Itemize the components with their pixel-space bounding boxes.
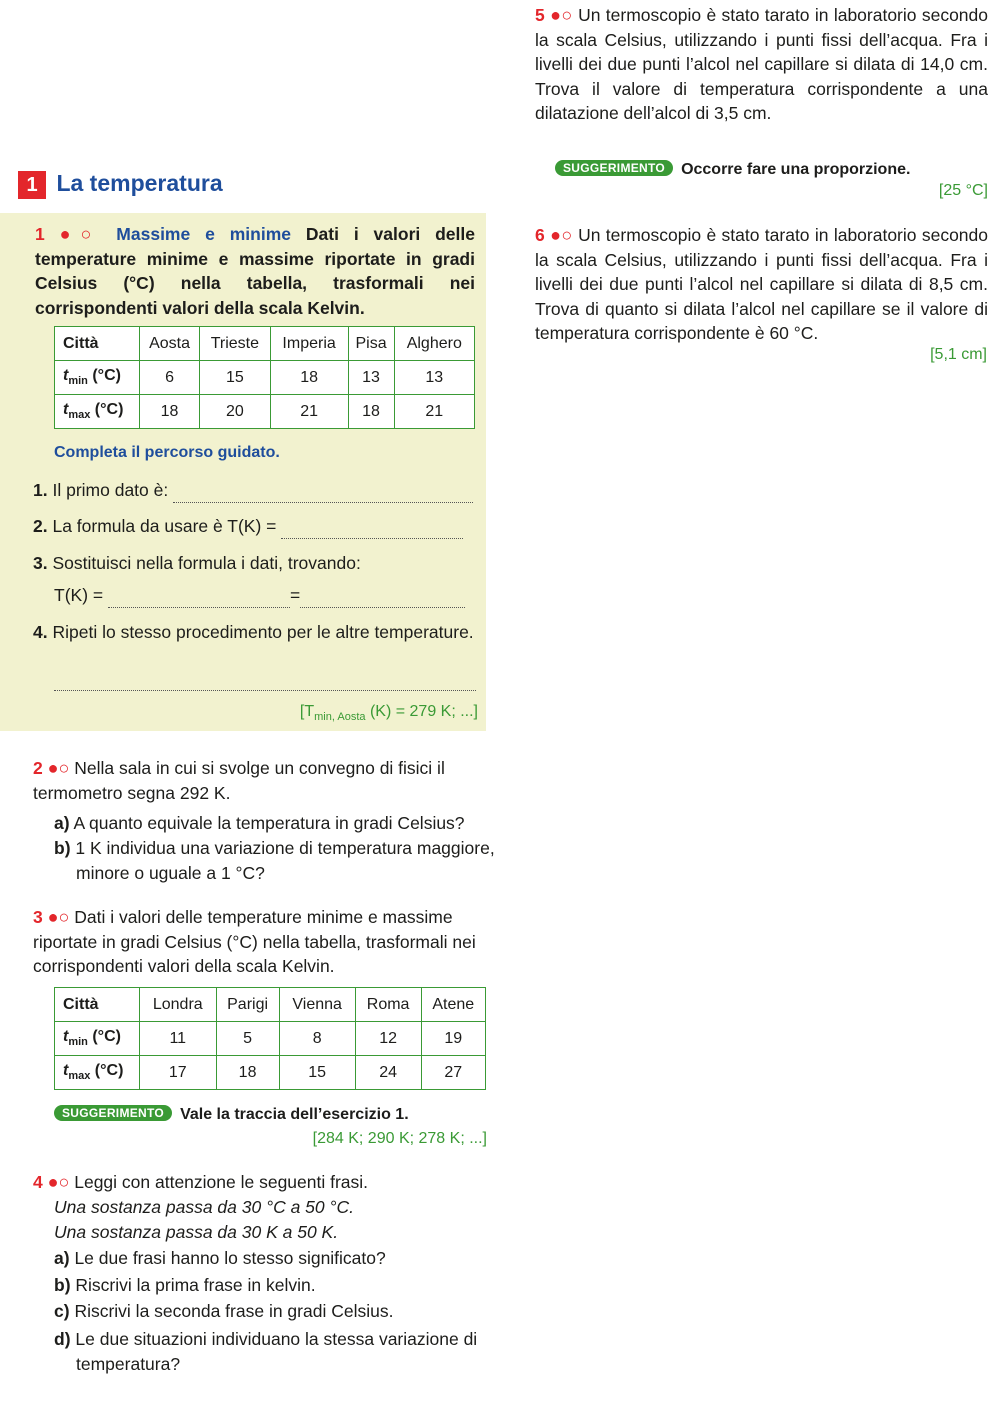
table-cell: Aosta <box>140 327 200 361</box>
exercise-4-sentence-1: Una sostanza passa da 30 °C a 50 °C. <box>54 1197 355 1217</box>
table-cell: 21 <box>270 395 348 429</box>
section-badge: 1 <box>18 171 46 199</box>
table-cell: Vienna <box>279 988 355 1022</box>
table-cell: 13 <box>394 361 474 395</box>
exercise-number: 2 <box>33 758 43 778</box>
row-label: $t_{min}$ (°C) <box>55 1022 140 1056</box>
step-2: 2. La formula da usare è T(K) = <box>33 514 463 539</box>
table-cell: Imperia <box>270 327 348 361</box>
table-exercise-3 <box>54 987 486 1090</box>
hint-badge: SUGGERIMENTO <box>555 160 673 176</box>
exercise-4-a: a) Le due frasi hanno lo stesso significato? <box>54 1248 386 1268</box>
exercise-1-answer: [$T_{min, Aosta}$ (K) = 279 K; ...] <box>299 703 478 724</box>
exercise-5 <box>535 3 988 126</box>
answer-blank[interactable] <box>108 589 290 608</box>
table-cell: Roma <box>355 988 421 1022</box>
answer-blank[interactable] <box>173 484 473 503</box>
exercise-text: Dati i valori delle temperature minime e massime riportate in gradi Celsius (°C) nella tabella, trasformali nei corrispondenti valori della scala Kelvin. <box>33 907 476 976</box>
hint-text: Vale la traccia dell’esercizio 1. <box>180 1106 409 1123</box>
exercise-text: Nella sala in cui si svolge un convegno di fisici il termometro segna 292 K. <box>33 758 445 803</box>
table-cell: Trieste <box>200 327 271 361</box>
exercise-3 <box>33 905 488 979</box>
exercise-text: Leggi con attenzione le seguenti frasi. <box>74 1172 369 1192</box>
table-cell: Atene <box>421 988 486 1022</box>
difficulty-icon: ●○ <box>47 758 70 778</box>
exercise-3-answer: [284 K; 290 K; 278 K; ...] <box>312 1130 487 1147</box>
exercise-4 <box>33 1170 488 1195</box>
table-cell: 17 <box>140 1056 217 1090</box>
exercise-6 <box>535 223 988 346</box>
exercise-number: 3 <box>33 907 43 927</box>
table-cell: 18 <box>348 395 394 429</box>
difficulty-icon: ●○ <box>59 224 102 244</box>
table-cell: 12 <box>355 1022 421 1056</box>
section-heading <box>18 170 223 199</box>
table-cell: 20 <box>200 395 271 429</box>
step-3-formula: T(K) = = <box>54 583 465 608</box>
table-cell: Città <box>55 327 140 361</box>
section-title: La temperatura <box>56 170 223 196</box>
table-cell: 27 <box>421 1056 486 1090</box>
table-exercise-1 <box>54 326 475 429</box>
table-cell: 21 <box>394 395 474 429</box>
exercise-number: 6 <box>535 225 545 245</box>
guided-path-title: Completa il percorso guidato. <box>54 444 280 461</box>
hint-badge: SUGGERIMENTO <box>54 1105 172 1121</box>
table-cell: 24 <box>355 1056 421 1090</box>
answer-blank[interactable] <box>300 589 465 608</box>
difficulty-icon: ●○ <box>550 225 573 245</box>
table-cell: Città <box>55 988 140 1022</box>
table-cell: 5 <box>216 1022 279 1056</box>
exercise-4-b: b) Riscrivi la prima frase in kelvin. <box>54 1275 316 1295</box>
table-header-row <box>55 327 475 361</box>
table-row <box>55 1056 486 1090</box>
table-cell: 6 <box>140 361 200 395</box>
exercise-number: 1 <box>35 224 45 244</box>
row-label: $t_{max}$ (°C) <box>55 395 140 429</box>
table-cell: 11 <box>140 1022 217 1056</box>
exercise-3-hint <box>54 1105 409 1124</box>
table-cell: 8 <box>279 1022 355 1056</box>
table-header-row <box>55 988 486 1022</box>
exercise-4-sentence-2: Una sostanza passa da 30 K a 50 K. <box>54 1222 339 1242</box>
exercise-2 <box>33 756 488 805</box>
difficulty-icon: ●○ <box>47 907 70 927</box>
exercise-text: Un termoscopio è stato tarato in laboratorio secondo la scala Celsius, utilizzando i punti fissi dell’acqua. Fra i livelli dei due punti l’alcol nel capillare si dilata di 8,5 cm. Trova di quanto si dilata l’alcol nel capillare se il valore di temperatura corrispondente è 60 °C. <box>535 225 988 343</box>
table-cell: 13 <box>348 361 394 395</box>
row-label: $t_{max}$ (°C) <box>55 1056 140 1090</box>
exercise-5-answer: [25 °C] <box>938 182 988 199</box>
exercise-5-hint <box>555 160 910 179</box>
exercise-number: 4 <box>33 1172 43 1192</box>
table-cell: Pisa <box>348 327 394 361</box>
exercise-1 <box>35 222 475 320</box>
table-cell: Londra <box>140 988 217 1022</box>
table-cell: Parigi <box>216 988 279 1022</box>
table-cell: Alghero <box>394 327 474 361</box>
exercise-text: Dati i valori delle temperature minime e massime riportate in gradi Celsius (°C) nella tabella, trasformali nei corrispondenti valori della scala Kelvin. <box>35 224 475 318</box>
difficulty-icon: ●○ <box>550 5 573 25</box>
exercise-number: 5 <box>535 5 545 25</box>
exercise-4-d: d) Le due situazioni individuano la stessa variazione di temperatura? <box>54 1329 478 1374</box>
exercise-title: Massime e minime <box>116 224 291 244</box>
table-cell: 18 <box>216 1056 279 1090</box>
exercise-4-c: c) Riscrivi la seconda frase in gradi Celsius. <box>54 1301 394 1321</box>
table-cell: 15 <box>279 1056 355 1090</box>
exercise-2-a: a) A quanto equivale la temperatura in gradi Celsius? <box>54 813 465 833</box>
step-4: 4. Ripeti lo stesso procedimento per le altre temperature. <box>33 622 474 642</box>
table-cell: 19 <box>421 1022 486 1056</box>
answer-blank[interactable] <box>281 520 463 539</box>
table-cell: 15 <box>200 361 271 395</box>
hint-text: Occorre fare una proporzione. <box>681 161 911 178</box>
difficulty-icon: ●○ <box>47 1172 70 1192</box>
exercise-text: Un termoscopio è stato tarato in laboratorio secondo la scala Celsius, utilizzando i punti fissi dell’acqua. Fra i livelli dei due punti l’alcol nel capillare si dilata di 14,0 cm. Trova il valore di temperatura corrispondente a una dilatazione dell’alcol di 3,5 cm. <box>535 5 988 123</box>
exercise-2-b: b) 1 K individua una variazione di temperatura maggiore, minore o uguale a 1 °C? <box>54 838 495 883</box>
table-cell: 18 <box>270 361 348 395</box>
step-1: 1. Il primo dato è: <box>33 478 473 503</box>
answer-blank[interactable] <box>54 690 476 691</box>
table-cell: 18 <box>140 395 200 429</box>
step-3: 3. Sostituisci nella formula i dati, trovando: <box>33 553 361 573</box>
table-row <box>55 395 475 429</box>
exercise-6-answer: [5,1 cm] <box>930 346 987 363</box>
table-row <box>55 361 475 395</box>
row-label: $t_{min}$ (°C) <box>55 361 140 395</box>
table-row <box>55 1022 486 1056</box>
